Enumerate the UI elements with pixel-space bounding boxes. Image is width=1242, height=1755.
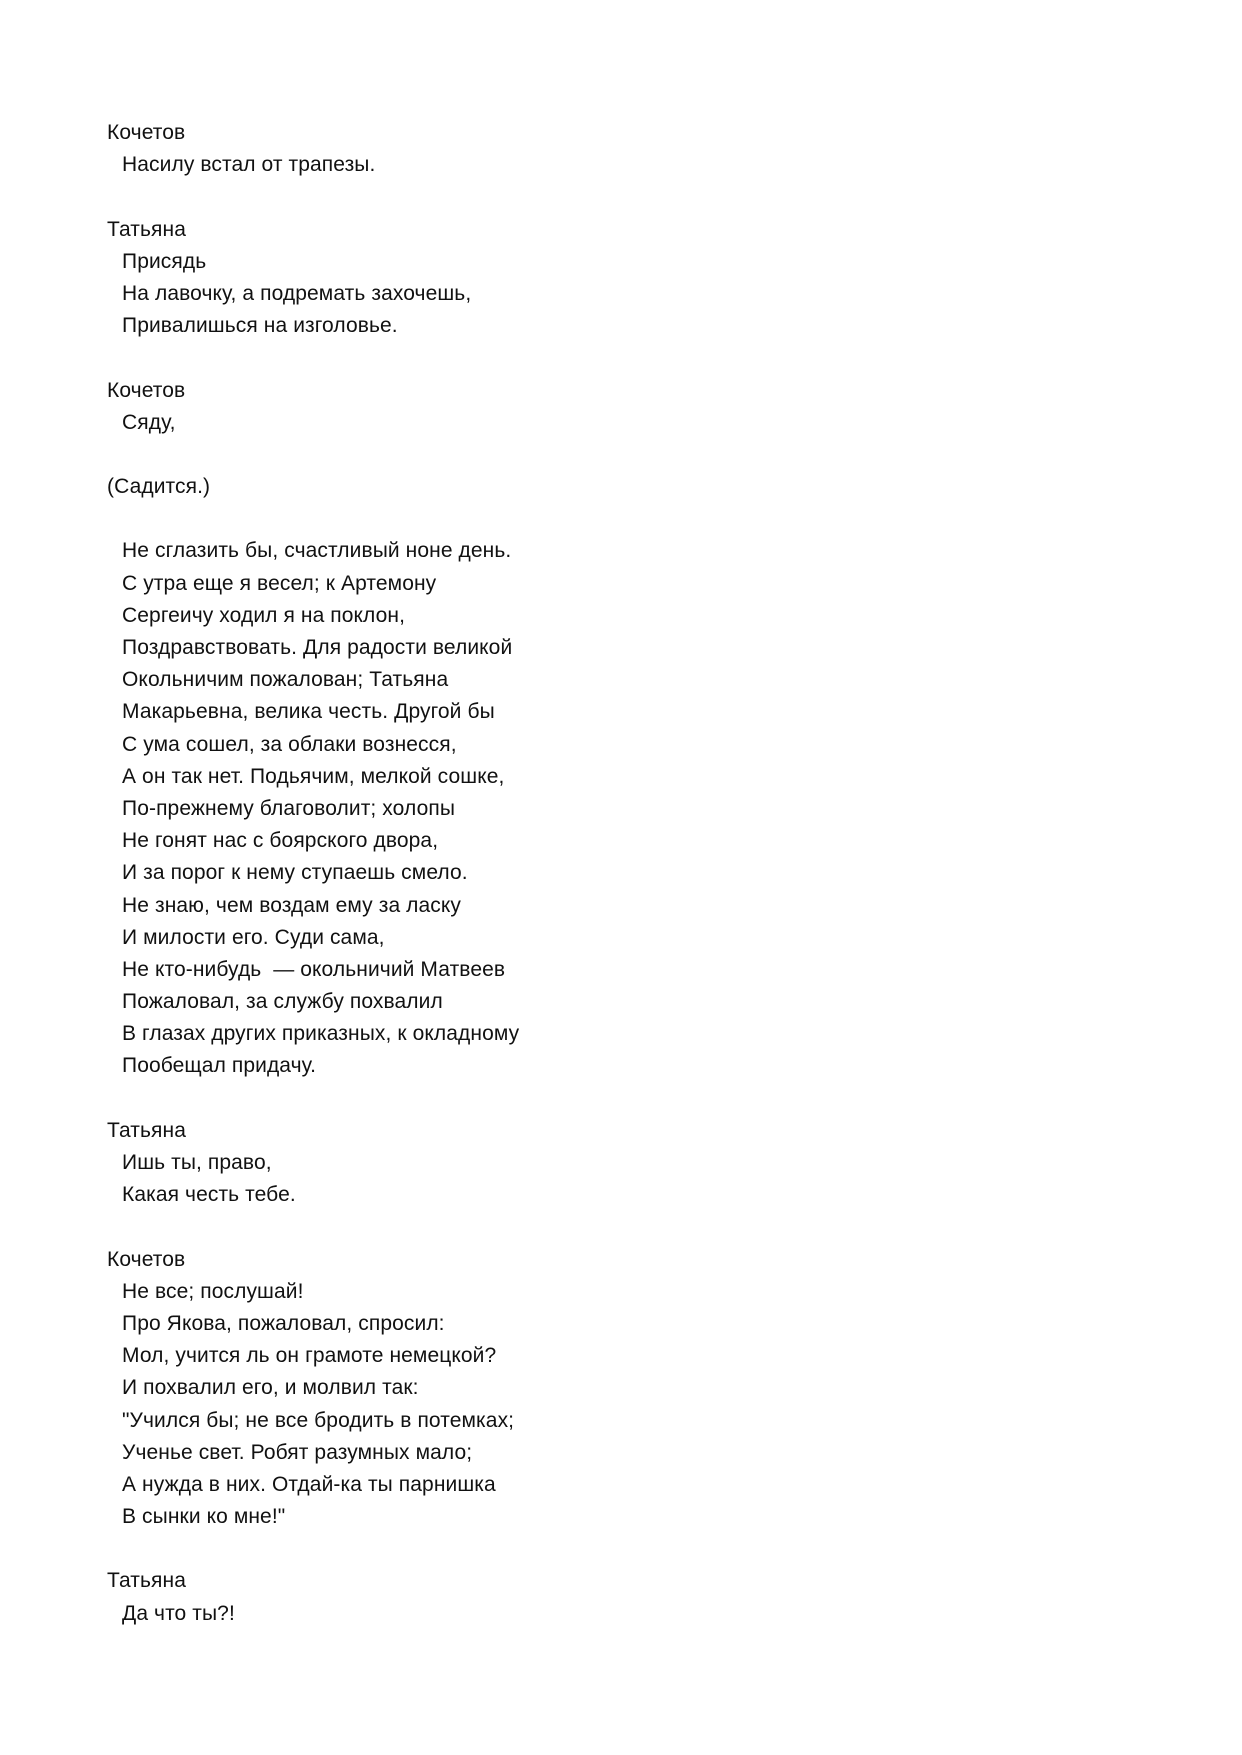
verse-line: Не гонят нас с боярского двора, (122, 829, 439, 853)
verse-line: Присядь (122, 249, 207, 273)
speaker-name: Кочетов (107, 121, 186, 144)
verse-line: Окольничим пожалован; Татьяна (122, 668, 449, 692)
verse-line: Макарьевна, велика честь. Другой бы (122, 700, 495, 724)
blank-line (107, 1211, 1107, 1243)
blank-line (107, 1533, 1107, 1565)
verse-line: Поздравствовать. Для радости великой (122, 636, 513, 659)
verse-line: Про Якова, пожаловал, спросил: (122, 1311, 445, 1335)
verse-line: Сяду, (122, 410, 176, 434)
verse-line: "Учился бы; не все бродить в потемках; (122, 1408, 515, 1432)
verse-line: В глазах других приказных, к окладному (122, 1022, 520, 1046)
verse-line: Не все; послушай! (122, 1279, 304, 1303)
speaker-name: Татьяна (107, 1118, 187, 1142)
verse-line: Не сглазить бы, счастливый ноне день. (122, 539, 512, 563)
verse-line: А нужда в них. Отдай-ка ты парнишка (122, 1472, 496, 1496)
stage-direction: (Садится.) (107, 475, 211, 499)
verse-line: Ишь ты, право, (122, 1151, 272, 1174)
verse-line: А он так нет. Подьячим, мелкой сошке, (122, 764, 505, 788)
speaker-name: Кочетов (107, 1247, 186, 1271)
verse-line: Не знаю, чем воздам ему за ласку (122, 893, 462, 917)
verse-line: На лавочку, а подремать захочешь, (122, 281, 472, 305)
verse-line: Да что ты?! (122, 1601, 235, 1625)
blank-line (107, 181, 1107, 213)
verse-line: И за порог к нему ступаешь смело. (122, 861, 468, 885)
verse-line: С ума сошел, за облаки вознесся, (122, 732, 457, 756)
verse-line: Насилу встал от трапезы. (122, 153, 376, 177)
blank-line (107, 342, 1107, 374)
verse-line: Привалишься на изголовье. (122, 314, 398, 338)
document-page (107, 117, 1107, 1630)
verse-line: Сергеичу ходил я на поклон, (122, 603, 406, 627)
verse-line: Пообещал придачу. (122, 1054, 317, 1078)
verse-line: И милости его. Суди сама, (122, 925, 385, 949)
verse-line: Ученье свет. Робят разумных мало; (122, 1440, 473, 1464)
speaker-name: Татьяна (107, 1569, 187, 1593)
blank-line (107, 1083, 1107, 1115)
verse-line: По-прежнему благоволит; холопы (122, 796, 456, 820)
speaker-name: Татьяна (107, 217, 187, 241)
verse-line: Какая честь тебе. (122, 1183, 296, 1207)
verse-line: Мол, учится ль он грамоте немецкой? (122, 1344, 497, 1368)
verse-line: С утра еще я весел; к Артемону (122, 571, 437, 595)
blank-line (107, 439, 1107, 471)
verse-line: Не кто-нибудь — окольничий Матвеев (122, 957, 506, 981)
speaker-name: Кочетов (107, 378, 186, 402)
verse-line: Пожаловал, за службу похвалил (122, 990, 443, 1014)
blank-line (107, 503, 1107, 535)
verse-line: В сынки ко мне!" (122, 1505, 286, 1529)
verse-line: И похвалил его, и молвил так: (122, 1376, 419, 1400)
